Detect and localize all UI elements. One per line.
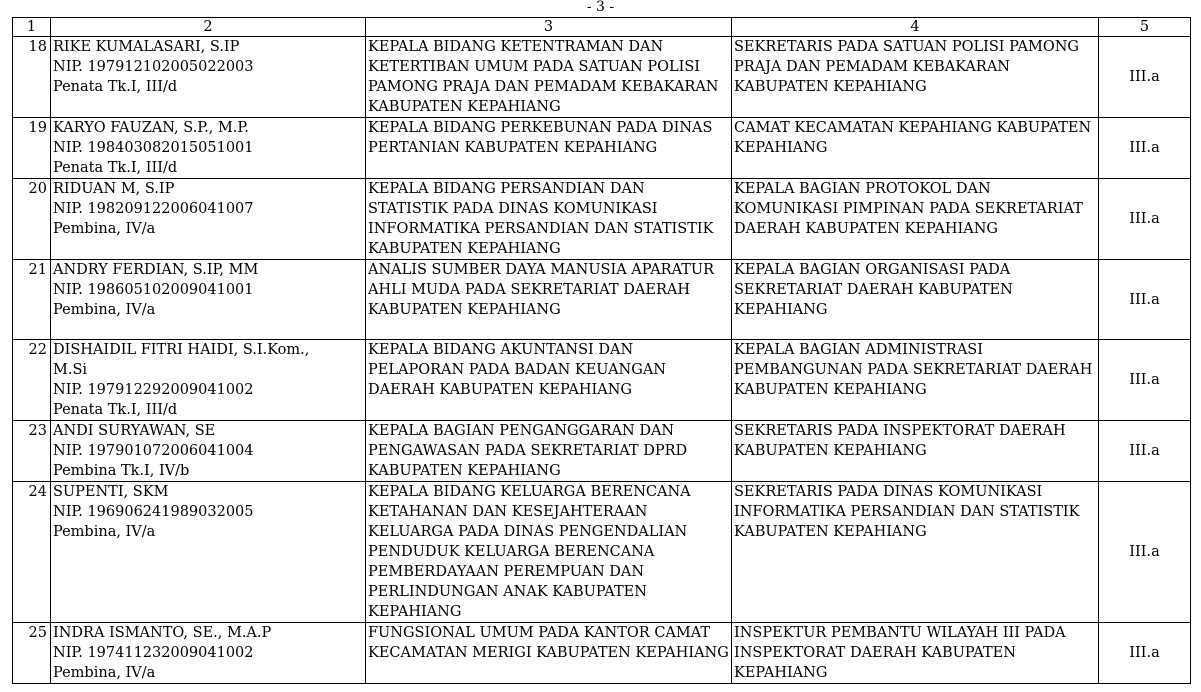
page-number: - 3 - (586, 0, 615, 15)
employee-cell (51, 37, 366, 118)
new-position (732, 118, 1099, 179)
new-position-text: SEKRETARIS PADA SATUAN POLISI PAMONG PRAJA DAN PEMADAM KEBAKARAN KABUPATEN KEPAHIANG (734, 39, 1079, 95)
old-position (366, 421, 732, 482)
employee-nip: NIP. 198403082015051001 (53, 140, 254, 156)
employee-nip: NIP. 198605102009041001 (53, 282, 254, 298)
old-position-text: KEPALA BIDANG AKUNTANSI DAN PELAPORAN PADA BADAN KEUANGAN DAERAH KABUPATEN KEPAHIANG (368, 342, 666, 398)
grade: III.a (1099, 118, 1191, 179)
employee-rank: Pembina, IV/a (53, 665, 156, 681)
grade: III.a (1099, 260, 1191, 340)
new-position (732, 482, 1099, 623)
employee-cell (51, 118, 366, 179)
grade: III.a (1099, 37, 1191, 118)
new-position-text: KEPALA BAGIAN ORGANISASI PADA SEKRETARIAT DAERAH KABUPATEN KEPAHIANG (734, 262, 1013, 318)
row-number: 25 (13, 623, 51, 684)
row-number: 23 (13, 421, 51, 482)
employee-rank: Penata Tk.I, III/d (53, 160, 178, 176)
employee-name: ANDRY FERDIAN, S.IP, MM (53, 262, 259, 278)
new-position-text: KEPALA BAGIAN PROTOKOL DAN KOMUNIKASI PIMPINAN PADA SEKRETARIAT DAERAH KABUPATEN KEPAHIANG (734, 181, 1083, 237)
new-position (732, 421, 1099, 482)
employee-name-cont: M.Si (53, 362, 88, 378)
new-position-text: INSPEKTUR PEMBANTU WILAYAH III PADA INSPEKTORAT DAERAH KABUPATEN KEPAHIANG (734, 625, 1066, 681)
employee-nip: NIP. 197901072006041004 (53, 443, 254, 459)
header-row (13, 18, 1191, 37)
new-position (732, 340, 1099, 421)
column-header-2: 2 (51, 18, 366, 37)
old-position-text: KEPALA BIDANG KETENTRAMAN DAN KETERTIBAN UMUM PADA SATUAN POLISI PAMONG PRAJA DAN PEMADAM KEBAKARAN KABUPATEN KEPAHIANG (368, 39, 719, 115)
employee-nip: NIP. 198209122006041007 (53, 201, 254, 217)
employee-rank: Pembina, IV/a (53, 221, 156, 237)
table-row (13, 179, 1191, 260)
employee-name: DISHAIDIL FITRI HAIDI, S.I.Kom., (53, 342, 310, 358)
employee-cell (51, 179, 366, 260)
new-position (732, 179, 1099, 260)
row-number: 24 (13, 482, 51, 623)
new-position-text: SEKRETARIS PADA DINAS KOMUNIKASI INFORMATIKA PERSANDIAN DAN STATISTIK KABUPATEN KEPAHIANG (734, 484, 1080, 540)
old-position-text: ANALIS SUMBER DAYA MANUSIA APARATUR AHLI MUDA PADA SEKRETARIAT DAERAH KABUPATEN KEPAHIANG (368, 262, 715, 318)
old-position-text: FUNGSIONAL UMUM PADA KANTOR CAMAT KECAMATAN MERIGI KABUPATEN KEPAHIANG (368, 625, 729, 661)
column-header-4: 4 (732, 18, 1099, 37)
old-position-text: KEPALA BAGIAN PENGANGGARAN DAN PENGAWASAN PADA SEKRETARIAT DPRD KABUPATEN KEPAHIANG (368, 423, 688, 479)
new-position-text: SEKRETARIS PADA INSPEKTORAT DAERAH KABUPATEN KEPAHIANG (734, 423, 1066, 459)
old-position (366, 482, 732, 623)
old-position (366, 179, 732, 260)
employee-nip: NIP. 197912292009041002 (53, 382, 254, 398)
grade: III.a (1099, 421, 1191, 482)
row-number: 22 (13, 340, 51, 421)
grade: III.a (1099, 623, 1191, 684)
new-position-text: KEPALA BAGIAN ADMINISTRASI PEMBANGUNAN PADA SEKRETARIAT DAERAH KABUPATEN KEPAHIANG (734, 342, 1093, 398)
grade: III.a (1099, 482, 1191, 623)
old-position (366, 340, 732, 421)
employee-rank: Penata Tk.I, III/d (53, 79, 178, 95)
employee-nip: NIP. 197411232009041002 (53, 645, 254, 661)
employee-name: ANDI SURYAWAN, SE (53, 423, 216, 439)
employee-nip: NIP. 196906241989032005 (53, 504, 254, 520)
employee-cell (51, 340, 366, 421)
new-position (732, 623, 1099, 684)
old-position (366, 623, 732, 684)
old-position-text: KEPALA BIDANG PERKEBUNAN PADA DINAS PERTANIAN KABUPATEN KEPAHIANG (368, 120, 713, 156)
old-position (366, 118, 732, 179)
new-position (732, 37, 1099, 118)
column-header-5: 5 (1099, 18, 1191, 37)
employee-rank: Pembina, IV/a (53, 302, 156, 318)
new-position-text: CAMAT KECAMATAN KEPAHIANG KABUPATEN KEPAHIANG (734, 120, 1092, 156)
employee-rank: Pembina, IV/a (53, 524, 156, 540)
grade: III.a (1099, 179, 1191, 260)
table-row (13, 421, 1191, 482)
grade: III.a (1099, 340, 1191, 421)
table-row (13, 118, 1191, 179)
employee-name: RIDUAN M, S.IP (53, 181, 175, 197)
employee-rank: Penata Tk.I, III/d (53, 402, 178, 418)
employee-name: KARYO FAUZAN, S.P., M.P. (53, 120, 249, 136)
new-position (732, 260, 1099, 340)
old-position (366, 37, 732, 118)
column-header-3: 3 (366, 18, 732, 37)
table-row (13, 340, 1191, 421)
old-position (366, 260, 732, 340)
table-row (13, 482, 1191, 623)
table-row (13, 623, 1191, 684)
old-position-text: KEPALA BIDANG KELUARGA BERENCANA KETAHANAN DAN KESEJAHTERAAN KELUARGA PADA DINAS PENGENDALIAN PENDUDUK KELUARGA BERENCANA PEMBERDAYAAN PEREMPUAN DAN PERLINDUNGAN ANAK KABUPATEN KEPAHIANG (368, 484, 691, 620)
employee-cell (51, 260, 366, 340)
employee-nip: NIP. 197912102005022003 (53, 59, 254, 75)
row-number: 19 (13, 118, 51, 179)
employee-name: SUPENTI, SKM (53, 484, 169, 500)
employee-cell (51, 482, 366, 623)
row-number: 21 (13, 260, 51, 340)
column-header-1: 1 (13, 18, 51, 37)
employee-name: RIKE KUMALASARI, S.IP (53, 39, 240, 55)
row-number: 18 (13, 37, 51, 118)
old-position-text: KEPALA BIDANG PERSANDIAN DAN STATISTIK PADA DINAS KOMUNIKASI INFORMATIKA PERSANDIAN DAN STATISTIK KABUPATEN KEPAHIANG (368, 181, 714, 257)
row-number: 20 (13, 179, 51, 260)
employee-cell (51, 421, 366, 482)
employee-cell (51, 623, 366, 684)
table-row (13, 37, 1191, 118)
employee-name: INDRA ISMANTO, SE., M.A.P (53, 625, 272, 641)
employee-rank: Pembina Tk.I, IV/b (53, 463, 190, 479)
table-row (13, 260, 1191, 340)
personnel-table (12, 17, 1191, 684)
